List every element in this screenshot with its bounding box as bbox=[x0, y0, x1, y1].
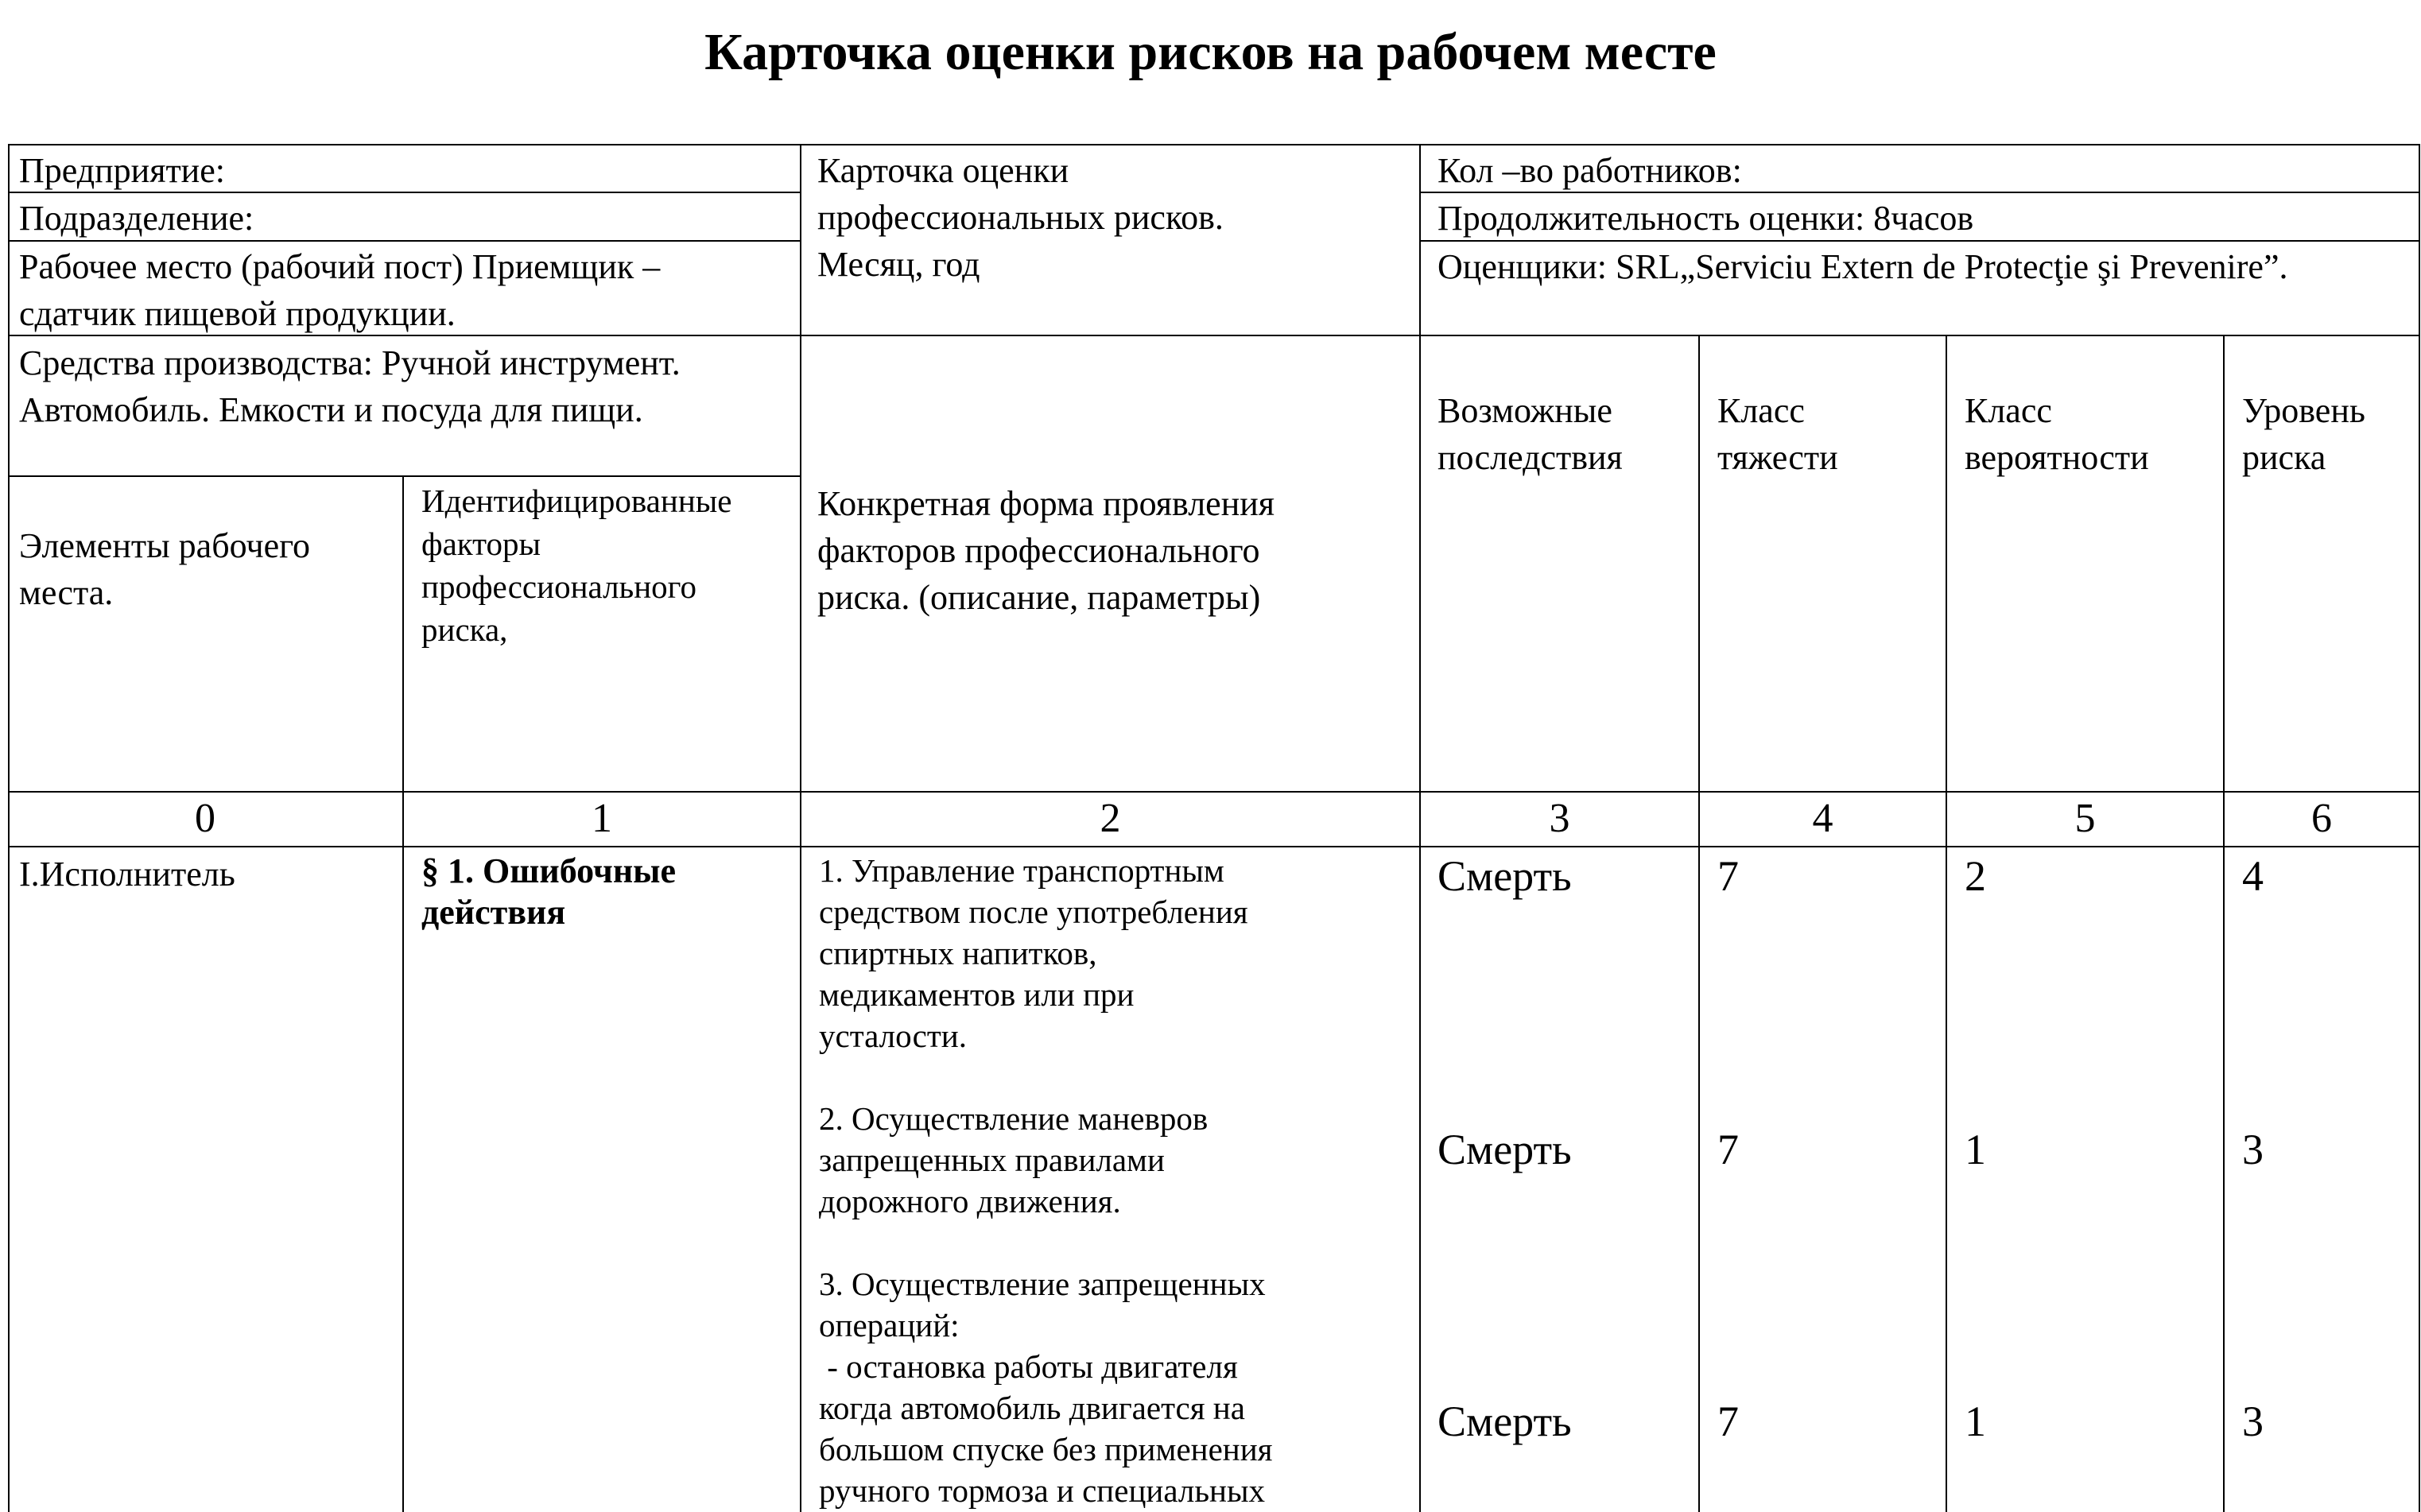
consequence-1: Смерть bbox=[1437, 852, 1572, 900]
col-risk-line2: риска bbox=[2242, 438, 2326, 477]
risk-level-3: 3 bbox=[2242, 1398, 2264, 1445]
col-number-1: 1 bbox=[592, 796, 612, 841]
means-of-production-line1: Средства производства: Ручной инструмент. bbox=[19, 343, 681, 382]
assessors-label: Оценщики: SRL„Serviciu Extern de Protecţie şi Prevenire”. bbox=[1437, 247, 2288, 286]
consequence-2: Смерть bbox=[1437, 1126, 1572, 1173]
col-form-line2: факторов профессионального bbox=[817, 531, 1260, 570]
card-title-line2: профессиональных рисков. bbox=[817, 198, 1224, 237]
col-probability-line1: Класс bbox=[1965, 391, 2052, 430]
severity-1: 7 bbox=[1717, 852, 1739, 900]
risk-level-2: 3 bbox=[2242, 1126, 2264, 1173]
col-severity-line2: тяжести bbox=[1717, 438, 1838, 477]
col-factors-line1: Идентифицированные bbox=[421, 483, 732, 519]
col-consequences-line2: последствия bbox=[1437, 438, 1623, 477]
card-title-line1: Карточка оценки bbox=[817, 151, 1069, 190]
col-number-0: 0 bbox=[195, 796, 215, 841]
workers-count-label: Кол –во работников: bbox=[1437, 151, 1742, 190]
enterprise-label: Предприятие: bbox=[19, 151, 225, 190]
col-factors-line3: профессионального bbox=[421, 568, 696, 605]
element-executor: I.Исполнитель bbox=[19, 855, 235, 894]
col-number-3: 3 bbox=[1549, 796, 1570, 841]
col-number-6: 6 bbox=[2311, 796, 2332, 841]
col-factors-line4: риска, bbox=[421, 611, 508, 648]
col-form-line1: Конкретная форма проявления bbox=[817, 484, 1275, 523]
card-month-year: Месяц, год bbox=[817, 245, 980, 284]
probability-2: 1 bbox=[1965, 1126, 1986, 1173]
probability-3: 1 bbox=[1965, 1398, 1986, 1445]
page-title: Карточка оценки рисков на рабочем месте bbox=[704, 23, 1717, 81]
workplace-label-line2: сдатчик пищевой продукции. bbox=[19, 294, 456, 333]
col-number-2: 2 bbox=[1100, 796, 1121, 841]
col-factors-line2: факторы bbox=[421, 525, 541, 562]
col-number-4: 4 bbox=[1812, 796, 1833, 841]
col-number-5: 5 bbox=[2074, 796, 2096, 841]
severity-2: 7 bbox=[1717, 1126, 1739, 1173]
risk-level-1: 4 bbox=[2242, 852, 2264, 900]
col-elements-line2: места. bbox=[19, 573, 114, 612]
workplace-label-line1: Рабочее место (рабочий пост) Приемщик – bbox=[19, 247, 661, 286]
factor-erroneous-actions-line1: § 1. Ошибочные bbox=[421, 851, 677, 890]
division-label: Подразделение: bbox=[19, 199, 254, 238]
col-form-line3: риска. (описание, параметры) bbox=[817, 578, 1261, 617]
assessment-duration: Продолжительность оценки: 8часов bbox=[1437, 199, 1974, 238]
col-elements-line1: Элементы рабочего bbox=[19, 526, 311, 565]
severity-3: 7 bbox=[1717, 1398, 1739, 1445]
consequence-3: Смерть bbox=[1437, 1398, 1572, 1445]
probability-1: 2 bbox=[1965, 852, 1986, 900]
means-of-production-line2: Автомобиль. Емкости и посуда для пищи. bbox=[19, 390, 643, 429]
factor-erroneous-actions-line2: действия bbox=[421, 893, 566, 932]
col-consequences-line1: Возможные bbox=[1437, 391, 1612, 430]
col-severity-line1: Класс bbox=[1717, 391, 1805, 430]
col-probability-line2: вероятности bbox=[1965, 438, 2149, 477]
col-risk-line1: Уровень bbox=[2242, 391, 2365, 430]
